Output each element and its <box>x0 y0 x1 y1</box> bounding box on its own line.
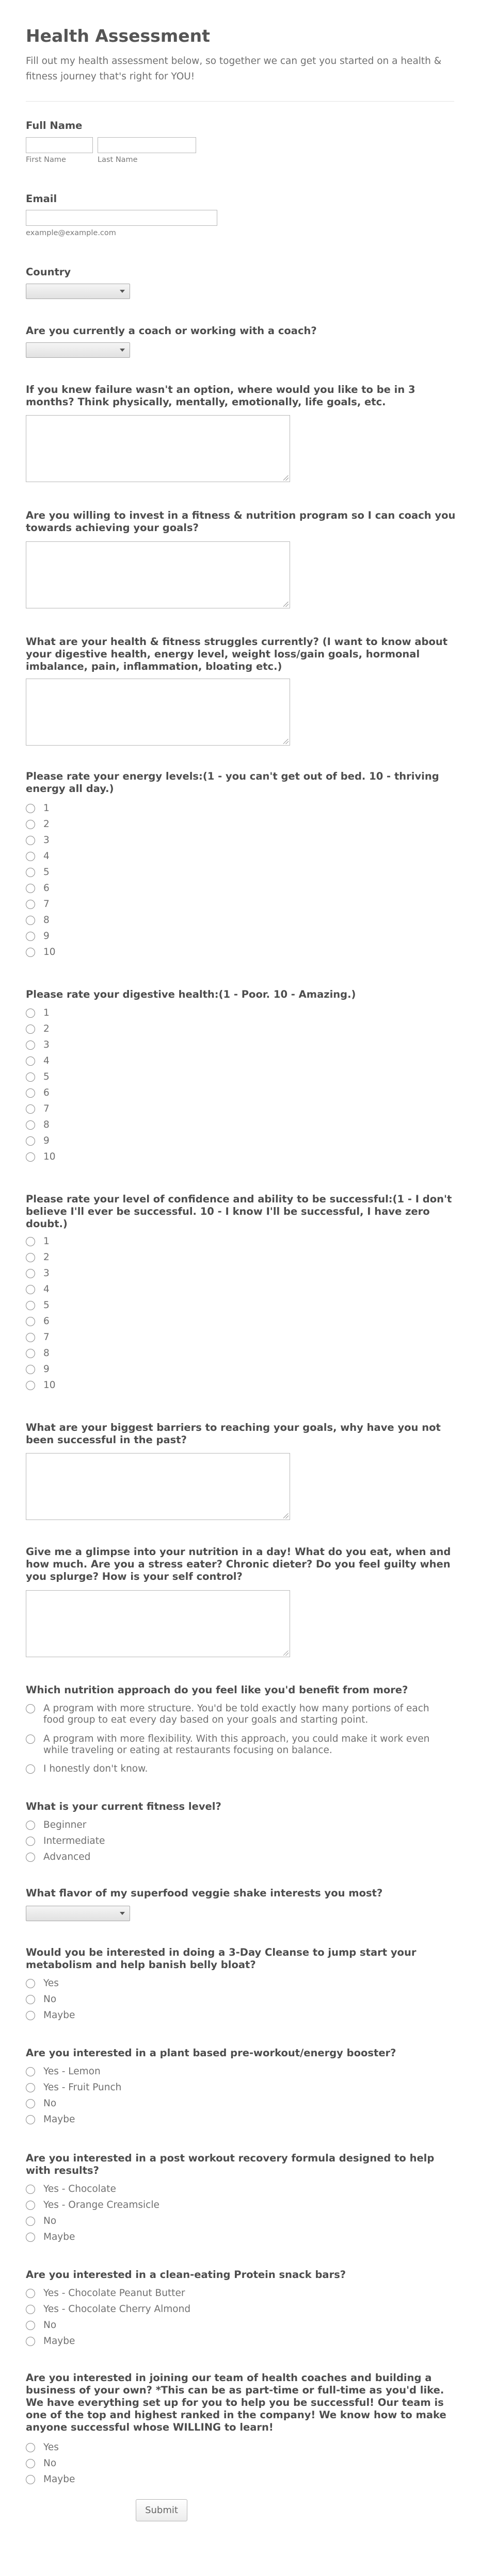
radio-button[interactable] <box>26 1253 35 1262</box>
confidence-option-label: 8 <box>43 1348 50 1359</box>
energy-option[interactable] <box>26 899 50 911</box>
recovery-option-label: Maybe <box>43 2232 75 2242</box>
invest-answer-textarea[interactable] <box>26 541 290 608</box>
confidence-option[interactable] <box>26 1364 50 1376</box>
recovery-option[interactable] <box>26 2232 75 2244</box>
digestive-option[interactable] <box>26 1103 50 1116</box>
radio-button[interactable] <box>26 1317 35 1326</box>
recovery-option[interactable] <box>26 2216 56 2228</box>
radio-button[interactable] <box>26 1365 35 1374</box>
radio-button[interactable] <box>26 1853 35 1862</box>
snack-option-label: No <box>43 2320 57 2331</box>
cleanse-option-label: Yes <box>43 1978 59 1989</box>
radio-button[interactable] <box>26 820 35 829</box>
snack-option[interactable] <box>26 2304 190 2316</box>
radio-button[interactable] <box>26 1821 35 1830</box>
recovery-question-label: Are you interested in a post workout recovery formula designed to help with results? <box>26 2152 435 2176</box>
country-label: Country <box>26 266 71 278</box>
preworkout-option[interactable] <box>26 2066 101 2078</box>
resize-handle-icon[interactable] <box>283 1650 289 1656</box>
recovery-option-label: Yes - Chocolate <box>43 2184 116 2194</box>
radio-button[interactable] <box>26 2443 35 2452</box>
preworkout-option[interactable] <box>26 2098 56 2110</box>
digestive-option[interactable] <box>26 1023 50 1036</box>
radio-button[interactable] <box>26 2185 35 2194</box>
confidence-option-label: 5 <box>43 1300 50 1311</box>
snack-option[interactable] <box>26 2320 56 2332</box>
cleanse-option[interactable] <box>26 1978 59 1990</box>
confidence-option[interactable] <box>26 1348 50 1360</box>
radio-button[interactable] <box>26 1088 35 1098</box>
radio-button[interactable] <box>26 1072 35 1082</box>
fitness-option-label: Beginner <box>43 1820 87 1830</box>
barriers-answer-textarea[interactable] <box>26 1453 290 1520</box>
energy-option-label: 3 <box>43 835 50 846</box>
header-divider <box>26 101 454 102</box>
recovery-option-label: No <box>43 2216 57 2226</box>
energy-option[interactable] <box>26 851 50 863</box>
confidence-option-label: 6 <box>43 1316 50 1327</box>
nutrition-day-answer-textarea[interactable] <box>26 1590 290 1657</box>
first-name-input[interactable] <box>26 137 93 153</box>
fitness-option[interactable] <box>26 1852 90 1864</box>
energy-option[interactable] <box>26 803 50 815</box>
email-input[interactable] <box>26 210 217 226</box>
cleanse-option-label: No <box>43 1994 57 2005</box>
digestive-option[interactable] <box>26 1055 50 1068</box>
resize-handle-icon[interactable] <box>283 1513 289 1518</box>
digestive-option-label: 8 <box>43 1119 50 1130</box>
energy-option[interactable] <box>26 883 50 895</box>
fitness-option[interactable] <box>26 1836 105 1848</box>
failure-question-label: If you knew failure wasn't an option, where would you like to be in 3 months? Think physically, mentally, emotionally, life goals, etc. <box>26 384 415 408</box>
radio-button[interactable] <box>26 884 35 893</box>
business-option[interactable] <box>26 2442 59 2454</box>
radio-button[interactable] <box>26 2289 35 2298</box>
business-option[interactable] <box>26 2458 56 2470</box>
radio-button[interactable] <box>26 1333 35 1342</box>
radio-button[interactable] <box>26 916 35 925</box>
radio-button[interactable] <box>26 852 35 861</box>
radio-button[interactable] <box>26 1269 35 1278</box>
barriers-question-label: What are your biggest barriers to reaching your goals, why have you not been successful in the past? <box>26 1422 441 1446</box>
last-name-sublabel: Last Name <box>98 156 138 164</box>
page-title: Health Assessment <box>26 26 210 46</box>
digestive-option[interactable] <box>26 1119 50 1132</box>
radio-button[interactable] <box>26 1704 35 1713</box>
energy-option-label: 7 <box>43 899 50 910</box>
confidence-option-label: 2 <box>43 1252 50 1263</box>
confidence-option[interactable] <box>26 1332 50 1344</box>
radio-button[interactable] <box>26 2217 35 2226</box>
recovery-option-label: Yes - Orange Creamsicle <box>43 2200 159 2210</box>
confidence-option-label: 3 <box>43 1268 50 1279</box>
preworkout-option-label: Yes - Lemon <box>43 2066 101 2077</box>
approach-option[interactable] <box>26 1733 451 1758</box>
recovery-option[interactable] <box>26 2184 116 2196</box>
resize-handle-icon[interactable] <box>283 739 289 744</box>
flavor-question-label: What flavor of my superfood veggie shake interests you most? <box>26 1887 383 1899</box>
approach-option-label: A program with more flexibility. With this approach, you could make it work even while traveling or eating at restaurants focusing on balance. <box>43 1733 430 1756</box>
confidence-option[interactable] <box>26 1268 50 1280</box>
energy-option[interactable] <box>26 931 50 943</box>
full-name-label: Full Name <box>26 120 83 131</box>
invest-question-label: Are you willing to invest in a fitness & nutrition program so I can coach you towards achieving your goals? <box>26 509 456 534</box>
radio-button[interactable] <box>26 1301 35 1310</box>
radio-button[interactable] <box>26 1979 35 1988</box>
country-select[interactable] <box>26 284 130 299</box>
radio-button[interactable] <box>26 1381 35 1390</box>
radio-button[interactable] <box>26 2459 35 2468</box>
radio-button[interactable] <box>26 836 35 845</box>
energy-option-label: 8 <box>43 915 50 926</box>
radio-button[interactable] <box>26 1152 35 1162</box>
preworkout-option[interactable] <box>26 2114 75 2126</box>
radio-button[interactable] <box>26 1041 35 1050</box>
recovery-option[interactable] <box>26 2200 159 2212</box>
confidence-option-label: 1 <box>43 1236 50 1247</box>
radio-button[interactable] <box>26 1237 35 1246</box>
fitness-option[interactable] <box>26 1820 86 1832</box>
radio-button[interactable] <box>26 1764 35 1774</box>
chevron-down-icon <box>120 290 125 293</box>
radio-button[interactable] <box>26 1285 35 1294</box>
radio-button[interactable] <box>26 1009 35 1018</box>
coach-select[interactable] <box>26 342 130 358</box>
confidence-option-label: 10 <box>43 1380 56 1391</box>
radio-button[interactable] <box>26 1120 35 1130</box>
radio-button[interactable] <box>26 1995 35 2004</box>
radio-button[interactable] <box>26 2321 35 2330</box>
approach-question-label: Which nutrition approach do you feel like you'd benefit from more? <box>26 1684 408 1696</box>
energy-option-label: 9 <box>43 931 50 942</box>
digestive-option-label: 3 <box>43 1039 50 1050</box>
confidence-option[interactable] <box>26 1380 56 1392</box>
radio-button[interactable] <box>26 1837 35 1846</box>
chevron-down-icon <box>120 1912 125 1915</box>
radio-button[interactable] <box>26 2099 35 2108</box>
approach-option[interactable] <box>26 1703 451 1728</box>
business-question-label: Are you interested in joining our team of health coaches and building a business of your own? *This can be as part-time or full-time as you'd like. We have everything set up for you to help you be successful! Our team is one of the top and highest ranked in the company! We know how to make anyone successful whose WILLING to learn! <box>26 2372 446 2433</box>
confidence-option[interactable] <box>26 1300 50 1312</box>
confidence-option[interactable] <box>26 1284 50 1296</box>
energy-option[interactable] <box>26 915 50 927</box>
radio-button[interactable] <box>26 2115 35 2124</box>
approach-option-label: A program with more structure. You'd be told exactly how many portions of each food group to eat every day based on your goals and starting point. <box>43 1703 429 1725</box>
radio-button[interactable] <box>26 2011 35 2020</box>
confidence-option-label: 7 <box>43 1332 50 1343</box>
radio-button[interactable] <box>26 1735 35 1744</box>
email-label: Email <box>26 193 57 205</box>
business-option-label: Yes <box>43 2442 59 2453</box>
cleanse-option[interactable] <box>26 2010 75 2022</box>
snack-option-label: Yes - Chocolate Peanut Butter <box>43 2288 185 2299</box>
radio-button[interactable] <box>26 2083 35 2092</box>
preworkout-option-label: No <box>43 2098 57 2109</box>
snack-question-label: Are you interested in a clean-eating Protein snack bars? <box>26 2269 346 2281</box>
digestive-option-label: 4 <box>43 1055 50 1066</box>
digestive-option-label: 9 <box>43 1135 50 1146</box>
radio-button[interactable] <box>26 2475 35 2484</box>
approach-option[interactable] <box>26 1763 148 1776</box>
preworkout-option[interactable] <box>26 2082 121 2094</box>
approach-option-label: I honestly don't know. <box>43 1763 148 1774</box>
radio-button[interactable] <box>26 2233 35 2242</box>
business-option-label: No <box>43 2458 57 2469</box>
digestive-option[interactable] <box>26 1071 50 1084</box>
fitness-question-label: What is your current fitness level? <box>26 1801 221 1812</box>
resize-handle-icon[interactable] <box>283 475 289 481</box>
radio-button[interactable] <box>26 2067 35 2076</box>
fitness-option-label: Advanced <box>43 1852 91 1862</box>
radio-button[interactable] <box>26 804 35 813</box>
page-subtitle: Fill out my health assessment below, so together we can get you started on a health & fitness journey that's right for YOU! <box>26 56 442 82</box>
digestive-option[interactable] <box>26 1151 56 1164</box>
radio-button[interactable] <box>26 2305 35 2314</box>
preworkout-option-label: Yes - Fruit Punch <box>43 2082 122 2093</box>
confidence-question-label: Please rate your level of confidence and ability to be successful:(1 - I don't believe I'll ever be successful. 10 - I know I'll be successful, I have zero doubt.) <box>26 1193 452 1230</box>
snack-option[interactable] <box>26 2288 185 2300</box>
radio-button[interactable] <box>26 900 35 909</box>
radio-button[interactable] <box>26 1025 35 1034</box>
confidence-option-label: 9 <box>43 1364 50 1375</box>
energy-option-label: 1 <box>43 803 50 814</box>
digestive-option-label: 10 <box>43 1151 56 1162</box>
confidence-option[interactable] <box>26 1316 50 1328</box>
confidence-option[interactable] <box>26 1252 50 1264</box>
cleanse-option-label: Maybe <box>43 2010 75 2021</box>
radio-button[interactable] <box>26 1349 35 1358</box>
snack-option-label: Yes - Chocolate Cherry Almond <box>43 2304 191 2315</box>
energy-option-label: 4 <box>43 851 50 862</box>
digestive-option-label: 2 <box>43 1023 50 1034</box>
energy-option[interactable] <box>26 867 50 879</box>
energy-option-label: 5 <box>43 867 50 878</box>
energy-option[interactable] <box>26 947 56 959</box>
radio-button[interactable] <box>26 1136 35 1146</box>
business-option-label: Maybe <box>43 2474 75 2485</box>
resize-handle-icon[interactable] <box>283 602 289 607</box>
preworkout-question-label: Are you interested in a plant based pre-workout/energy booster? <box>26 2047 396 2059</box>
digestive-option-label: 5 <box>43 1071 50 1082</box>
confidence-option[interactable] <box>26 1236 50 1248</box>
chevron-down-icon <box>120 349 125 352</box>
radio-button[interactable] <box>26 932 35 941</box>
cleanse-option[interactable] <box>26 1994 56 2006</box>
radio-button[interactable] <box>26 2337 35 2346</box>
energy-option-label: 2 <box>43 819 50 830</box>
digestive-option-label: 1 <box>43 1008 50 1018</box>
digestive-option[interactable] <box>26 1008 50 1020</box>
flavor-select[interactable] <box>26 1906 130 1921</box>
radio-button[interactable] <box>26 2201 35 2210</box>
digestive-option-label: 6 <box>43 1087 50 1098</box>
digestive-option[interactable] <box>26 1135 50 1148</box>
struggles-answer-textarea[interactable] <box>26 679 290 746</box>
radio-button[interactable] <box>26 1104 35 1114</box>
business-option[interactable] <box>26 2474 75 2486</box>
snack-option[interactable] <box>26 2336 75 2348</box>
failure-answer-textarea[interactable] <box>26 415 290 482</box>
digestive-option[interactable] <box>26 1087 50 1100</box>
struggles-question-label: What are your health & fitness struggles currently? (I want to know about your digestive health, energy level, weight loss/gain goals, hormonal imbalance, pain, inflammation, bloating etc.) <box>26 636 448 672</box>
digestive-option[interactable] <box>26 1039 50 1052</box>
email-sublabel: example@example.com <box>26 229 116 237</box>
fitness-option-label: Intermediate <box>43 1836 105 1846</box>
radio-button[interactable] <box>26 868 35 877</box>
preworkout-option-label: Maybe <box>43 2114 75 2125</box>
submit-button[interactable]: Submit <box>136 2499 187 2521</box>
last-name-input[interactable] <box>98 137 196 153</box>
energy-option-label: 10 <box>43 947 56 957</box>
energy-option-label: 6 <box>43 883 50 894</box>
cleanse-question-label: Would you be interested in doing a 3-Day Cleanse to jump start your metabolism and help banish belly bloat? <box>26 1946 417 1971</box>
energy-option[interactable] <box>26 835 50 847</box>
snack-option-label: Maybe <box>43 2336 75 2347</box>
coach-label: Are you currently a coach or working with a coach? <box>26 325 317 337</box>
radio-button[interactable] <box>26 948 35 957</box>
nutrition-day-question-label: Give me a glimpse into your nutrition in a day! What do you eat, when and how much. Are you a stress eater? Chronic dieter? Do you feel guilty when you splurge? How is your self control? <box>26 1546 451 1582</box>
energy-question-label: Please rate your energy levels:(1 - you can't get out of bed. 10 - thriving energy all day.) <box>26 770 439 795</box>
first-name-sublabel: First Name <box>26 156 66 164</box>
digestive-option-label: 7 <box>43 1103 50 1114</box>
radio-button[interactable] <box>26 1056 35 1066</box>
digestive-question-label: Please rate your digestive health:(1 - Poor. 10 - Amazing.) <box>26 988 356 1000</box>
confidence-option-label: 4 <box>43 1284 50 1295</box>
energy-option[interactable] <box>26 819 50 831</box>
